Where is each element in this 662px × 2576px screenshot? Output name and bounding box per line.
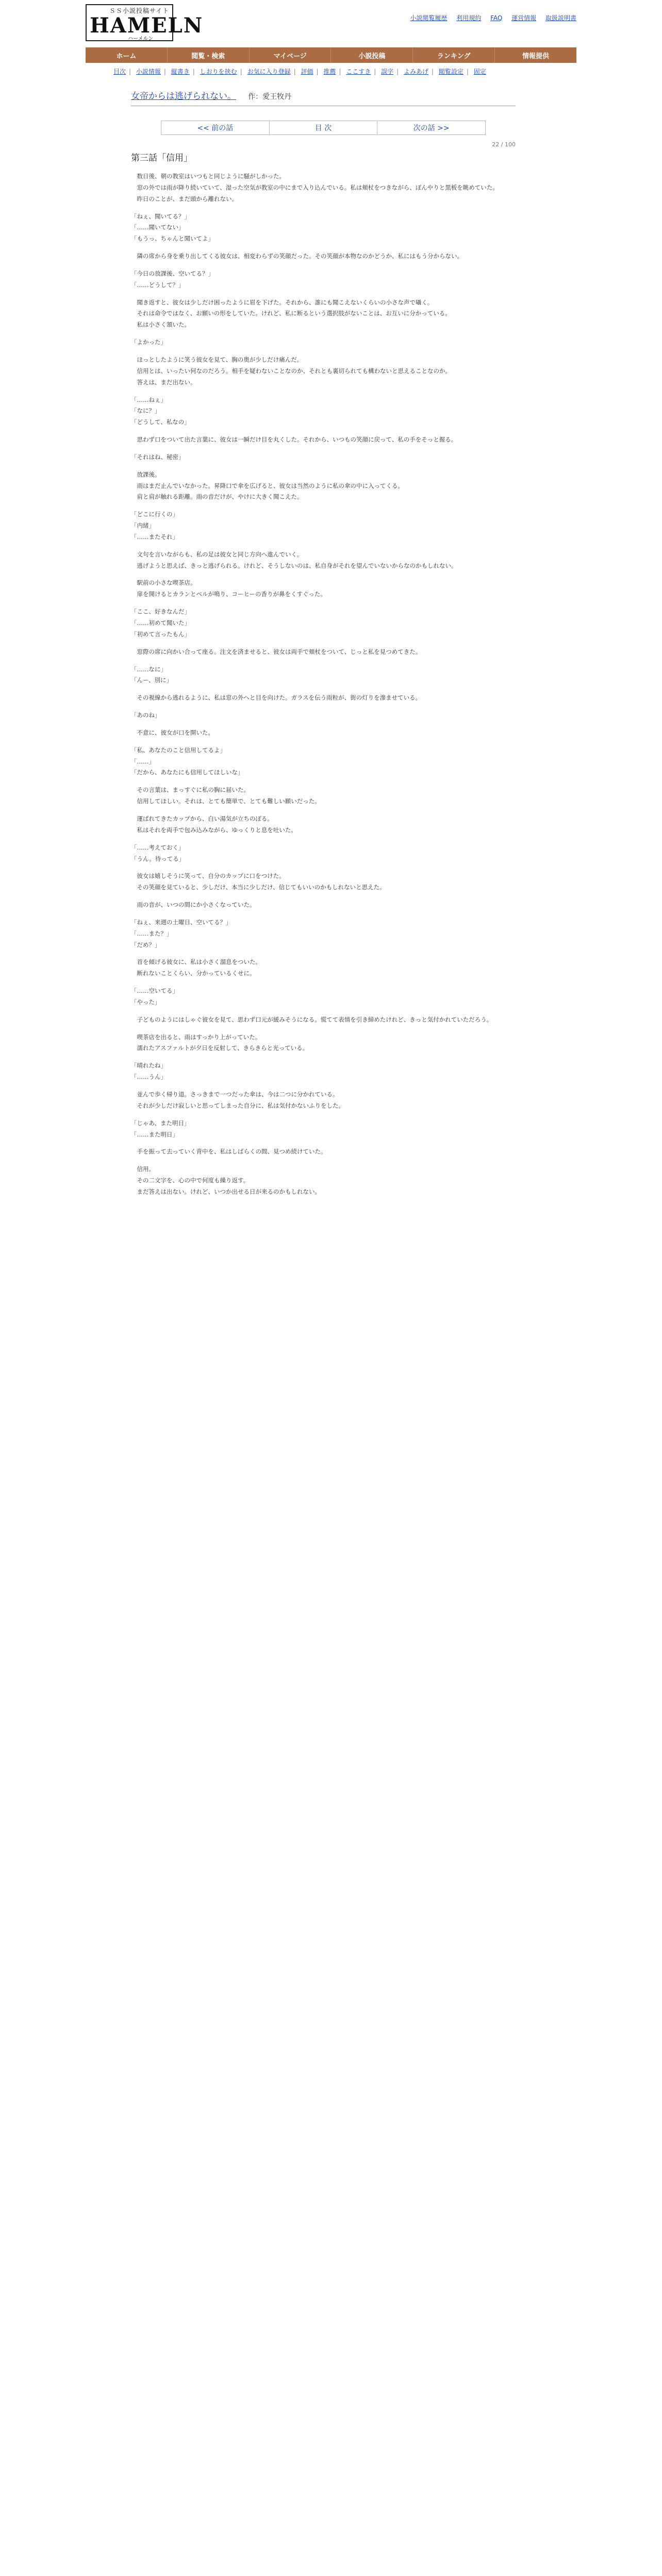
paragraph-line: 昨日のことが、まだ頭から離れない。 bbox=[131, 195, 238, 202]
paragraph-line: 首を傾げる彼女に、私は小さく溜息をついた。 bbox=[131, 958, 261, 966]
paragraph-line: 扉を開けるとカランとベルが鳴り、コーヒーの香りが鼻をくすぐった。 bbox=[131, 590, 326, 598]
paragraph-line: 「……聞いてない」 bbox=[131, 224, 185, 231]
paragraph-line: 信用。 bbox=[131, 1165, 155, 1173]
paragraph-line: 「じゃあ、また明日」 bbox=[131, 1119, 190, 1127]
paragraph-line: 「……またそれ」 bbox=[131, 533, 178, 540]
paragraph-line: その二文字を、心の中で何度も繰り返す。 bbox=[131, 1177, 250, 1184]
paragraph-line: 「あのね」 bbox=[131, 711, 161, 719]
paragraph-line: 「うん。待ってる」 bbox=[131, 855, 185, 862]
paragraph bbox=[131, 986, 516, 1008]
paragraph-line: 子どものようにはしゃぐ彼女を見て、思わず口元が緩みそうになる。慌てて表情を引き締めたけれど、きっと気付かれていただろう。 bbox=[131, 1015, 493, 1023]
paragraph-line: 「ねぇ、聞いてる？」 bbox=[131, 212, 190, 220]
subnav-settings[interactable]: 閲覧設定 bbox=[438, 68, 464, 75]
paragraph bbox=[131, 434, 516, 446]
paragraph-line: 「よかった」 bbox=[131, 338, 167, 346]
prev-chapter-link[interactable]: << 前の話 bbox=[161, 121, 270, 134]
paragraph-line: 窓の外では雨が降り続いていて、湿った空気が教室の中にまで入り込んでいる。私は頬杖をつきながら、ぼんやりと黒板を眺めていた。 bbox=[131, 183, 499, 191]
paragraph bbox=[131, 727, 516, 739]
paragraph bbox=[131, 1164, 516, 1198]
subnav-vertical[interactable]: 縦書き bbox=[171, 68, 190, 75]
paragraph-line: 「今日の放課後、空いてる？」 bbox=[131, 269, 214, 277]
paragraph-line: 断れないことくらい、分かっているくせに。 bbox=[131, 970, 256, 977]
paragraph-line: 「……空いてる」 bbox=[131, 987, 178, 995]
paragraph-line: 「やった」 bbox=[131, 998, 161, 1006]
paragraph-line: 「ここ、好きなんだ」 bbox=[131, 608, 190, 616]
paragraph bbox=[131, 509, 516, 543]
paragraph-line: 喫茶店を出ると、雨はすっかり上がっていた。 bbox=[131, 1033, 261, 1041]
paragraph bbox=[131, 785, 516, 807]
header-link-manual[interactable]: 取扱説明書 bbox=[545, 14, 576, 22]
logo-kana: ハーメルン bbox=[128, 36, 154, 42]
paragraph bbox=[131, 917, 516, 951]
subnav-toc[interactable]: 目次 bbox=[113, 68, 126, 75]
paragraph bbox=[131, 211, 516, 245]
subnav-info[interactable]: 小説情報 bbox=[136, 68, 161, 75]
paragraph bbox=[131, 297, 516, 331]
paragraph bbox=[131, 957, 516, 979]
main-navbar bbox=[86, 47, 576, 63]
paragraph-line: 「私、あなたのこと信用してるよ」 bbox=[131, 746, 226, 754]
nav-ranking[interactable]: ランキング bbox=[413, 47, 495, 63]
paragraph-line: まだ答えは出ない。けれど、いつか出せる日が来るのかもしれない。 bbox=[131, 1188, 321, 1195]
paragraph bbox=[131, 871, 516, 893]
paragraph-line: 雨の音が、いつの間にか小さくなっていた。 bbox=[131, 901, 256, 909]
paragraph bbox=[131, 1032, 516, 1055]
subnav-typo[interactable]: 誤字 bbox=[381, 68, 394, 75]
paragraph-line: 聞き返すと、彼女は少しだけ困ったように眉を下げた。それから、誰にも聞こえないくらいの小さな声で囁く。 bbox=[131, 298, 434, 306]
paragraph bbox=[131, 842, 516, 865]
paragraph bbox=[131, 745, 516, 779]
chapter-title: 第三話「信用」 bbox=[131, 153, 192, 163]
paragraph-line: 「……ねぇ」 bbox=[131, 396, 167, 403]
paragraph bbox=[131, 337, 516, 348]
paragraph-line: 信用してほしい。それは、とても簡単で、とても難しい願いだった。 bbox=[131, 798, 321, 805]
paragraph bbox=[131, 268, 516, 291]
header-links bbox=[403, 13, 576, 22]
paragraph-line: 「どこに行くの」 bbox=[131, 511, 178, 518]
paragraph bbox=[131, 1146, 516, 1158]
paragraph-line: 「どうして、私なの」 bbox=[131, 418, 190, 426]
paragraph-line: 逃げようと思えば、きっと逃げられる。けれど、そうしないのは、私自身がそれを望んでいないからなのかもしれない。 bbox=[131, 562, 457, 569]
paragraph-line: 「……初めて聞いた」 bbox=[131, 619, 190, 626]
toc-link[interactable]: 目 次 bbox=[270, 121, 378, 134]
paragraph bbox=[131, 814, 516, 836]
paragraph-line: 不意に、彼女が口を開いた。 bbox=[131, 728, 214, 736]
header-link-terms[interactable]: 利用規約 bbox=[456, 14, 482, 22]
nav-mypage[interactable]: マイページ bbox=[250, 47, 332, 63]
paragraph-line: 濡れたアスファルトが夕日を反射して、きらきらと光っている。 bbox=[131, 1044, 309, 1052]
paragraph-line: その視線から逃れるように、私は窓の外へと目を向けた。ガラスを伝う雨粒が、街の灯りを滲ませている。 bbox=[131, 694, 422, 702]
chapter-body bbox=[131, 171, 516, 1204]
paragraph-line: 文句を言いながらも、私の足は彼女と同じ方向へ進んでいく。 bbox=[131, 550, 303, 558]
nav-browse[interactable]: 閲覧・検索 bbox=[168, 47, 250, 63]
paragraph-line: 駅前の小さな喫茶店。 bbox=[131, 579, 196, 587]
paragraph-line: 放課後。 bbox=[131, 470, 161, 478]
paragraph bbox=[131, 354, 516, 388]
nav-home[interactable]: ホーム bbox=[86, 47, 168, 63]
chapter-count: 22 / 100 bbox=[492, 141, 516, 148]
paragraph bbox=[131, 171, 516, 205]
paragraph bbox=[131, 647, 516, 658]
paragraph-line: その言葉は、まっすぐに私の胸に届いた。 bbox=[131, 786, 250, 794]
paragraph-line: 「初めて言ったもん」 bbox=[131, 630, 190, 638]
chapter-pager bbox=[161, 121, 486, 135]
paragraph bbox=[131, 710, 516, 721]
paragraph-line: 「なに？」 bbox=[131, 407, 161, 415]
paragraph-line: 雨はまだ止んでいなかった。昇降口で傘を広げると、彼女は当然のように私の傘の中に入ってくる。 bbox=[131, 482, 404, 489]
subnav-bookmark[interactable]: しおりを挟む bbox=[200, 68, 237, 75]
site-logo[interactable] bbox=[86, 4, 204, 42]
paragraph-line: 「……どうして？」 bbox=[131, 281, 185, 289]
paragraph-line: 私はそれを両手で包み込みながら、ゆっくりと息を吐いた。 bbox=[131, 826, 297, 834]
title-row bbox=[131, 89, 516, 106]
paragraph-line: 「……うん」 bbox=[131, 1073, 167, 1081]
paragraph-line: 「だから、あなたにも信用してほしいな」 bbox=[131, 769, 244, 776]
paragraph-line: 「内緒」 bbox=[131, 522, 155, 530]
paragraph-line: 「だめ？」 bbox=[131, 941, 161, 948]
next-chapter-link[interactable]: 次の話 >> bbox=[413, 124, 450, 132]
paragraph-line: 「……考えておく」 bbox=[131, 843, 185, 851]
paragraph-line: 数日後、朝の教室はいつもと同じように騒がしかった。 bbox=[131, 173, 285, 180]
paragraph-line: 「……なに」 bbox=[131, 665, 167, 673]
paragraph-line: それは命令ではなく、お願いの形をしていた。けれど、私に断るという選択肢がないことは、お互いに分かっている。 bbox=[131, 310, 451, 317]
paragraph-line: 「もうっ、ちゃんと聞いてよ」 bbox=[131, 235, 214, 243]
novel-main bbox=[131, 89, 516, 1195]
paragraph bbox=[131, 692, 516, 704]
paragraph bbox=[131, 578, 516, 600]
paragraph bbox=[131, 469, 516, 503]
subnav-pin[interactable]: 固定 bbox=[473, 68, 486, 75]
paragraph bbox=[131, 452, 516, 463]
header-link-faq[interactable]: FAQ bbox=[490, 14, 503, 22]
paragraph-line: 私は小さく頷いた。 bbox=[131, 321, 190, 329]
paragraph bbox=[131, 395, 516, 429]
paragraph-line: 運ばれてきたカップから、白い湯気が立ちのぼる。 bbox=[131, 815, 273, 822]
paragraph-line: 思わず口をついて出た言葉に、彼女は一瞬だけ目を丸くした。それから、いつもの笑顔に戻って、私の手をそっと握る。 bbox=[131, 436, 457, 444]
novel-author: 作：愛王牧丹 bbox=[248, 93, 292, 101]
subnav-like[interactable]: ここすき bbox=[346, 68, 371, 75]
paragraph-line: 答えは、まだ出ない。 bbox=[131, 378, 196, 386]
paragraph bbox=[131, 664, 516, 687]
paragraph-line: 肩と肩が触れる距離。雨の音だけが、やけに大きく聞こえた。 bbox=[131, 493, 303, 501]
paragraph-line: 彼女は嬉しそうに笑って、自分のカップに口をつけた。 bbox=[131, 872, 285, 880]
paragraph-line: 手を振って去っていく背中を、私はしばらくの間、見つめ続けていた。 bbox=[131, 1148, 327, 1156]
nav-info[interactable]: 情報提供 bbox=[522, 52, 550, 60]
logo-subtitle: ＳＳ小説投稿サイト bbox=[109, 7, 170, 14]
novel-title[interactable]: 女帝からは逃げられない。 bbox=[131, 91, 236, 101]
paragraph bbox=[131, 549, 516, 572]
subnav-rate[interactable]: 評価 bbox=[301, 68, 313, 75]
subnav-recommend[interactable]: 推薦 bbox=[323, 68, 336, 75]
paragraph-line: 「んー、別に」 bbox=[131, 676, 173, 684]
paragraph bbox=[131, 1014, 516, 1026]
paragraph-line: 窓際の席に向かい合って座る。注文を済ませると、彼女は両手で頬杖をついて、じっと私を見つめてきた。 bbox=[131, 648, 422, 655]
paragraph-line: それが少しだけ寂しいと思ってしまった自分に、私は気付かないふりをした。 bbox=[131, 1101, 344, 1109]
site-header bbox=[0, 0, 662, 45]
paragraph-line: 「それはね、秘密」 bbox=[131, 453, 185, 461]
paragraph bbox=[131, 251, 516, 262]
novel-subnav: 目次 | 小説情報 | 縦書き | しおりを挟む | お気に入り登録 | 評価 | 推薦 | ここすき | 誤字 | よみあげ | 閲覧設定 | 固定 bbox=[113, 68, 486, 75]
subnav-favorite[interactable]: お気に入り登録 bbox=[247, 68, 291, 75]
header-link-history[interactable]: 小説閲覧履歴 bbox=[410, 14, 448, 22]
paragraph-line: 「……」 bbox=[131, 757, 155, 765]
paragraph bbox=[131, 1089, 516, 1112]
paragraph-line: 「晴れたね」 bbox=[131, 1062, 167, 1070]
paragraph-line: ほっとしたように笑う彼女を見て、胸の奥が少しだけ痛んだ。 bbox=[131, 355, 303, 363]
paragraph-line: その笑顔を見ていると、少しだけ、本当に少しだけ、信じてもいいのかもしれないと思えた。 bbox=[131, 884, 386, 891]
paragraph-line: 並んで歩く帰り道。さっきまで一つだった傘は、今は二つに分かれている。 bbox=[131, 1091, 339, 1098]
paragraph-line: 「ねぇ、来週の土曜日、空いてる？」 bbox=[131, 918, 232, 926]
paragraph bbox=[131, 1118, 516, 1141]
paragraph bbox=[131, 606, 516, 640]
header-link-operator[interactable]: 運営情報 bbox=[511, 14, 537, 22]
subnav-readaloud[interactable]: よみあげ bbox=[404, 68, 429, 75]
nav-post[interactable]: 小説投稿 bbox=[331, 47, 413, 63]
paragraph-line: 「……また明日」 bbox=[131, 1130, 178, 1138]
paragraph-line: 「……また？」 bbox=[131, 929, 173, 937]
paragraph-line: 隣の席から身を乗り出してくる彼女は、相変わらずの笑顔だった。その笑顔が本物なのかどうか、私にはもう分からない。 bbox=[131, 252, 463, 260]
paragraph bbox=[131, 1060, 516, 1083]
logo-wordmark: HAMELN bbox=[90, 13, 204, 38]
paragraph-line: 信用とは、いったい何なのだろう。相手を疑わないことなのか、それとも裏切られても構わないと思えることなのか。 bbox=[131, 367, 451, 375]
paragraph bbox=[131, 900, 516, 911]
